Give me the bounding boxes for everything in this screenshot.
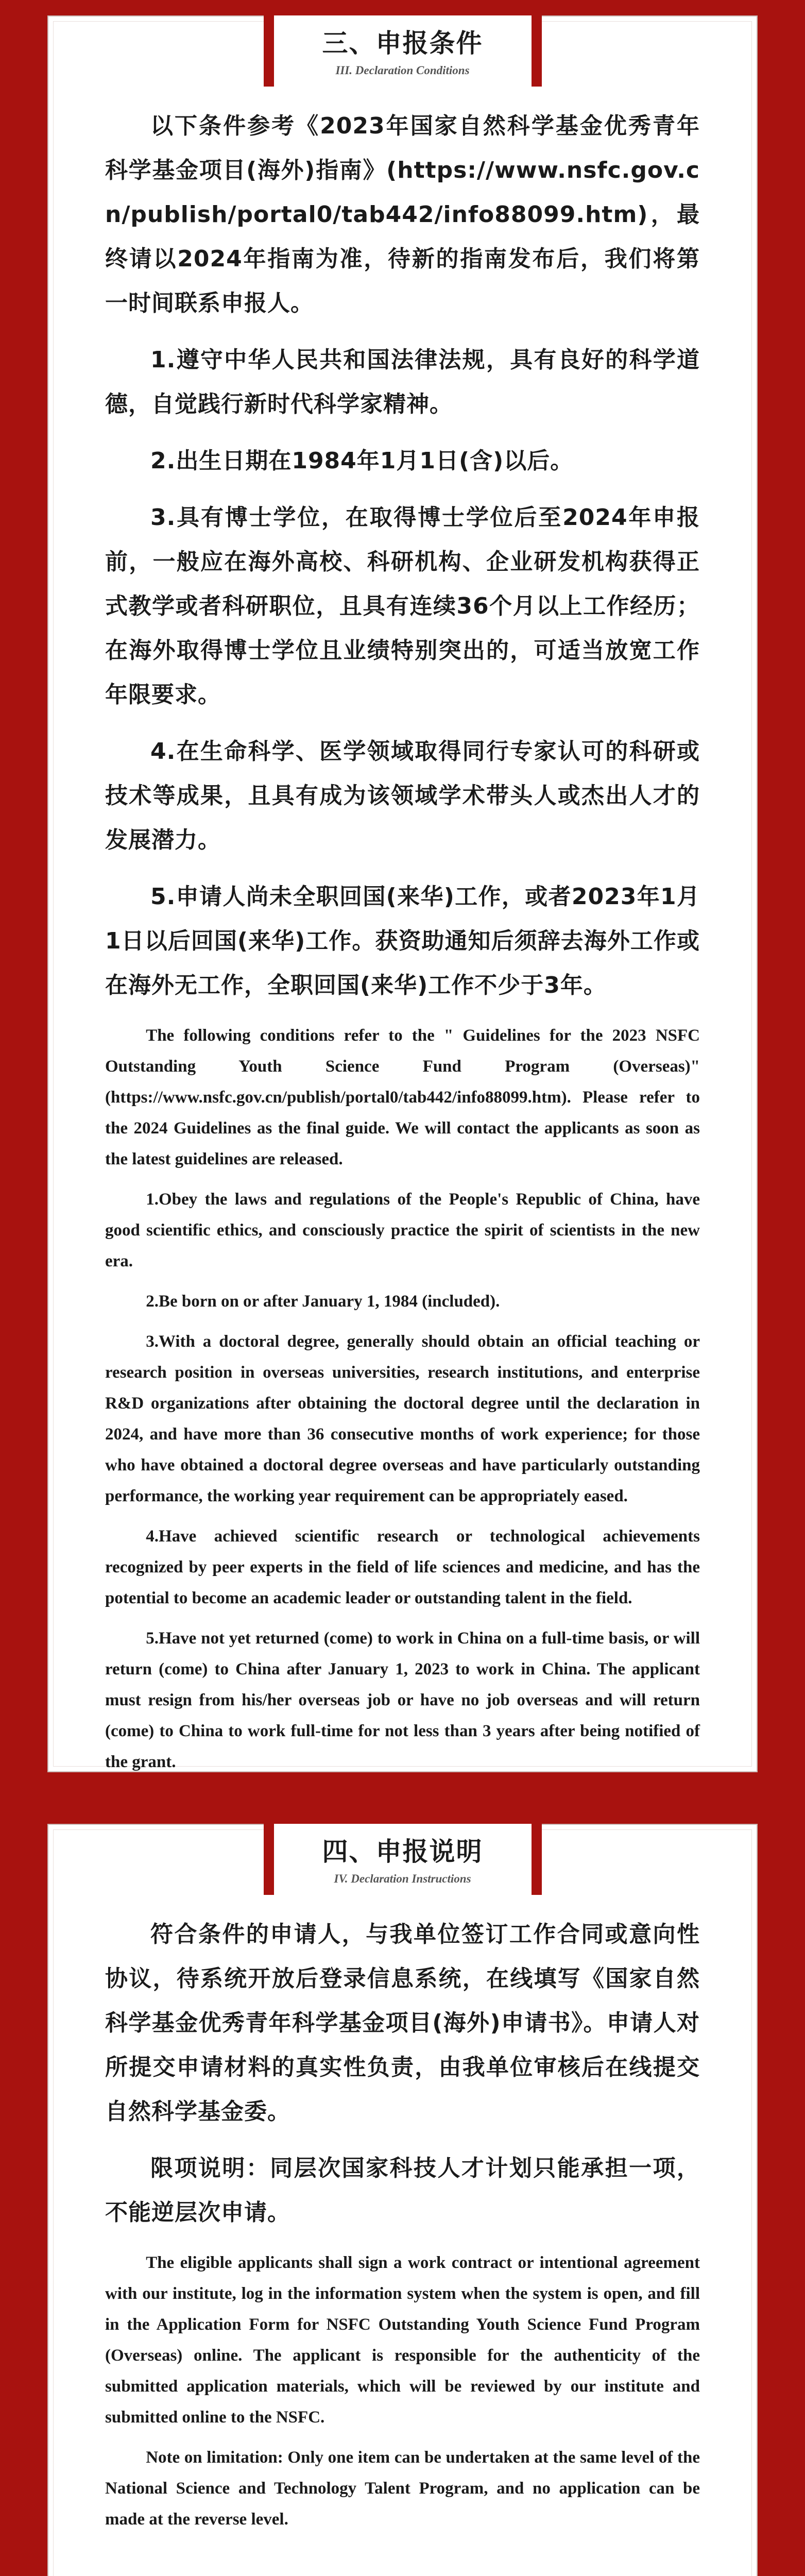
conditions-en-item: 1.Obey the laws and regulations of the People's Republic of China, have good scientific ethics, and consciously practice the spirit of scientists in the new era. <box>105 1190 700 1270</box>
conditions-en-item: 4.Have achieved scientific research or technological achievements recognized by peer experts in the field of life sciences and medicine, and has the potential to become an academic leader or outstanding talent in the field. <box>105 1527 700 1607</box>
conditions-subtitle: III. Declaration Conditions <box>335 64 470 77</box>
conditions-en-item: 2.Be born on or after January 1, 1984 (included). <box>146 1292 500 1311</box>
conditions-header <box>264 15 542 87</box>
conditions-zh-item: 1.遵守中华人民共和国法律法规，具有良好的科学道德，自觉践行新时代科学家精神。 <box>105 347 700 417</box>
conditions-title: 三、申报条件 <box>322 28 483 58</box>
instructions-subtitle: IV. Declaration Instructions <box>334 1872 471 1885</box>
instructions-body <box>105 1912 700 2544</box>
conditions-body <box>105 104 700 1787</box>
instructions-en-p2: Note on limitation: Only one item can be undertaken at the same level of the National Science and Technology Talent Program, and no application can be made at the reverse level. <box>105 2448 700 2529</box>
instructions-card <box>47 1824 758 2576</box>
instructions-zh-p1: 符合条件的申请人，与我单位签订工作合同或意向性协议，待系统开放后登录信息系统，在线填写《国家自然科学基金优秀青年科学基金项目(海外)申请书》。申请人对所提交申请材料的真实性负责，由我单位审核后在线提交自然科学基金委。 <box>105 1921 700 2125</box>
conditions-card <box>47 15 758 1772</box>
conditions-en-intro: The following conditions refer to the " Guidelines for the 2023 NSFC Outstanding Youth Science Fund Program (Overseas)" (https://www.nsfc.gov.cn/publish/portal0/tab442/info88099.htm). Please refer to the 2024 Guidelines as the final guide. We will contact the applicants as soon as the latest guidelines are released. <box>105 1026 700 1168</box>
instructions-header <box>264 1824 542 1895</box>
conditions-zh-intro: 以下条件参考《2023年国家自然科学基金优秀青年科学基金项目(海外)指南》(https://www.nsfc.gov.cn/publish/portal0/tab442/info88099.htm)，最终请以2024年指南为准，待新的指南发布后，我们将第一时间联系申报人。 <box>105 113 700 316</box>
instructions-title: 四、申报说明 <box>322 1837 483 1867</box>
instructions-en-p1: The eligible applicants shall sign a work contract or intentional agreement with our institute, log in the information system when the system is open, and fill in the Application Form for NSFC Outstanding Youth Science Fund Program (Overseas) online. The applicant is responsible for the authenticity of the submitted application materials, which will be reviewed by our institute and submitted online to the NSFC. <box>105 2253 700 2427</box>
conditions-zh-item: 5.申请人尚未全职回国(来华)工作，或者2023年1月1日以后回国(来华)工作。获资助通知后须辞去海外工作或在海外无工作，全职回国(来华)工作不少于3年。 <box>105 884 700 998</box>
conditions-en-item: 3.With a doctoral degree, generally should obtain an official teaching or research position in overseas universities, research institutions, and enterprise R&D organizations after obtaining the doctoral degree until the declaration in 2024, and have more than 36 consecutive months of work experience; for those who have obtained a doctoral degree overseas and have particularly outstanding performance, the working year requirement can be appropriately eased. <box>105 1332 700 1505</box>
conditions-zh-item: 2.出生日期在1984年1月1日(含)以后。 <box>150 448 574 474</box>
conditions-en-item: 5.Have not yet returned (come) to work in China on a full-time basis, or will return (come) to China after January 1, 2023 to work in China. The applicant must resign from his/her overseas job or have no job overseas and will return (come) to China to work full-time for not less than 3 years after being notified of the grant. <box>105 1629 700 1771</box>
conditions-zh-item: 3.具有博士学位，在取得博士学位后至2024年申报前，一般应在海外高校、科研机构、企业研发机构获得正式教学或者科研职位，且具有连续36个月以上工作经历；在海外取得博士学位且业绩特别突出的，可适当放宽工作年限要求。 <box>105 504 700 708</box>
conditions-zh-item: 4.在生命科学、医学领域取得同行专家认可的科研或技术等成果，且具有成为该领域学术带头人或杰出人才的发展潜力。 <box>105 738 700 853</box>
instructions-zh-p2: 限项说明：同层次国家科技人才计划只能承担一项，不能逆层次申请。 <box>105 2155 700 2226</box>
